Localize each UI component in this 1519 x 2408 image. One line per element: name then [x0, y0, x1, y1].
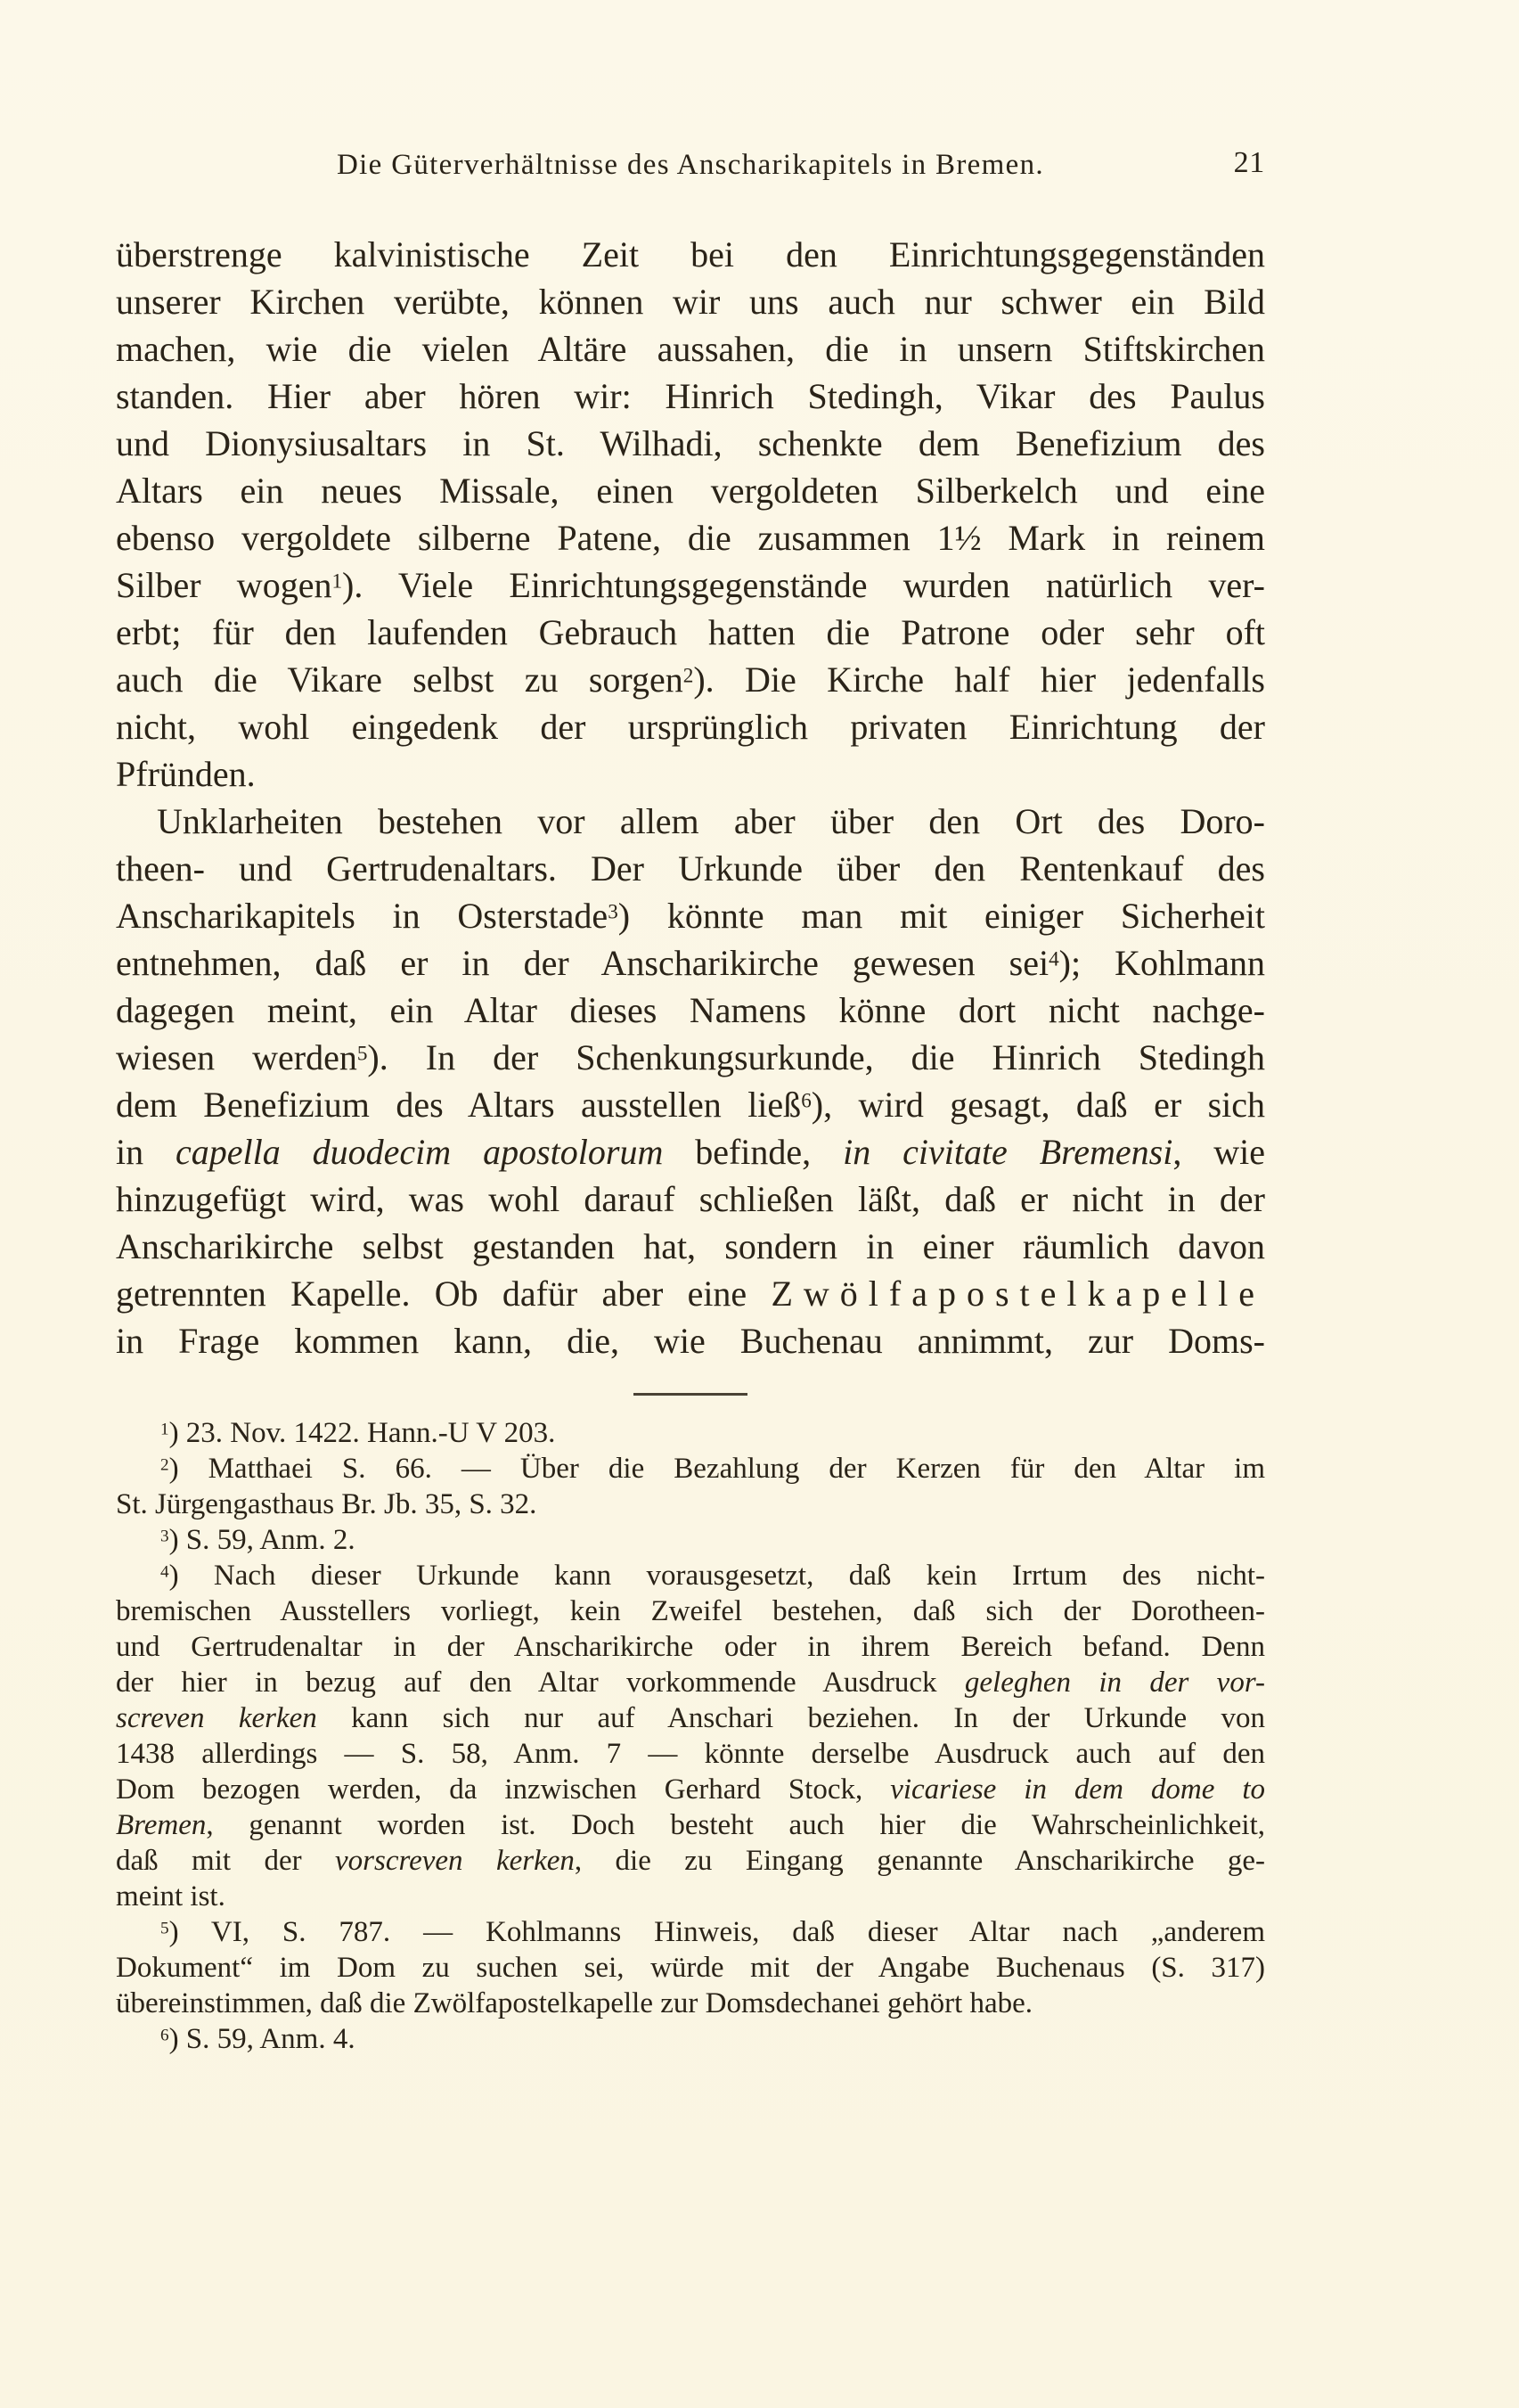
footnote-line: screven kerken kann sich nur auf Anschari beziehen. In der Urkunde von: [116, 1702, 1265, 1734]
footnote-line: bremischen Ausstellers vorliegt, kein Zweifel bestehen, daß sich der Dorotheen-: [116, 1595, 1265, 1627]
text-line: Pfründen.: [116, 754, 256, 794]
page-header: [116, 147, 1265, 183]
footnote-line: der hier in bezug auf den Altar vorkommende Ausdruck geleghen in der vor-: [116, 1667, 1265, 1699]
text-line: hinzugefügt wird, was wohl darauf schließen läßt, daß er nicht in der: [116, 1179, 1265, 1219]
footnote-line: $^4$) Nach dieser Urkunde kann vorausgesetzt, daß kein Irrtum des nicht-: [160, 1560, 1265, 1592]
main-text: [116, 231, 1265, 1364]
footnote-line: Dokument“ im Dom zu suchen sei, würde mit der Angabe Buchenaus (S. 317): [116, 1952, 1265, 1984]
footnote-line: 1438 allerdings — S. 58, Anm. 7 — könnte derselbe Ausdruck auch auf den: [116, 1738, 1265, 1770]
footnote-line: Bremen, genannt worden ist. Doch besteht auch hier die Wahrscheinlichkeit,: [116, 1809, 1265, 1841]
text-line: Altars ein neues Missale, einen vergoldeten Silberkelch und eine: [116, 471, 1265, 511]
text-line: Anscharikapitels in Osterstade$^3$) könnte man mit einiger Sicherheit: [116, 896, 1265, 936]
footnote-line: $^2$) Matthaei S. 66. — Über die Bezahlung der Kerzen für den Altar im: [160, 1453, 1265, 1485]
footnote-line: übereinstimmen, daß die Zwölfapostelkapelle zur Domsdechanei gehört habe.: [116, 1987, 1033, 2019]
text-line: dem Benefizium des Altars ausstellen ließ$^6$), wird gesagt, daß er sich: [116, 1085, 1265, 1125]
page-number: 21: [1233, 146, 1265, 179]
text-line: und Dionysiusaltars in St. Wilhadi, schenkte dem Benefizium des: [116, 423, 1265, 463]
footnote-line: daß mit der vorscreven kerken, die zu Eingang genannte Anscharikirche ge-: [116, 1845, 1266, 1877]
text-line: wiesen werden$^5$). In der Schenkungsurkunde, die Hinrich Stedingh: [116, 1037, 1265, 1077]
text-line: auch die Vikare selbst zu sorgen$^2$). Die Kirche half hier jedenfalls: [116, 659, 1265, 700]
text-line: Silber wogen$^1$). Viele Einrichtungsgegenstände wurden natürlich ver-: [116, 565, 1265, 605]
footnote-line: meint ist.: [116, 1880, 225, 1912]
footnote-line: Dom bezogen werden, da inzwischen Gerhard Stock, vicariese in dem dome to: [116, 1773, 1265, 1806]
text-line: dagegen meint, ein Altar dieses Namens könne dort nicht nachge-: [116, 990, 1265, 1030]
text-line: Anscharikirche selbst gestanden hat, sondern in einer räumlich davon: [116, 1226, 1265, 1266]
text-line: getrennten Kapelle. Ob dafür aber eine Zwölfapostelkapelle: [116, 1274, 1265, 1314]
text-line: in Frage kommen kann, die, wie Buchenau annimmt, zur Doms-: [116, 1321, 1265, 1361]
footnote-line: $^3$) S. 59, Anm. 2.: [160, 1524, 355, 1556]
footnote-line: $^1$) 23. Nov. 1422. Hann.-U V 203.: [160, 1417, 556, 1449]
text-line: machen, wie die vielen Altäre aussahen, die in unsern Stiftskirchen: [116, 329, 1265, 369]
running-header-title: Die Güterverhältnisse des Anscharikapitels in Bremen.: [337, 149, 1044, 181]
text-line: Unklarheiten bestehen vor allem aber über den Ort des Doro-: [157, 801, 1265, 841]
footnote-line: $^6$) S. 59, Anm. 4.: [160, 2023, 355, 2055]
text-line: unserer Kirchen verübte, können wir uns auch nur schwer ein Bild: [116, 282, 1265, 322]
text-line: erbt; für den laufenden Gebrauch hatten die Patrone oder sehr oft: [116, 612, 1265, 652]
footnote-separator-rule: [633, 1393, 747, 1396]
text-line: in capella duodecim apostolorum befinde, in civitate Bremensi, wie: [116, 1132, 1265, 1172]
footnote-line: und Gertrudenaltar in der Anscharikirche oder in ihrem Bereich befand. Denn: [116, 1631, 1265, 1663]
footnote-line: $^5$) VI, S. 787. — Kohlmanns Hinweis, daß dieser Altar nach „anderem: [160, 1916, 1265, 1948]
text-line: theen- und Gertrudenaltars. Der Urkunde über den Rentenkauf des: [116, 848, 1265, 889]
footnote-line: St. Jürgengasthaus Br. Jb. 35, S. 32.: [116, 1488, 537, 1520]
text-line: überstrenge kalvinistische Zeit bei den Einrichtungsgegenständen: [116, 234, 1265, 274]
text-line: nicht, wohl eingedenk der ursprünglich privaten Einrichtung der: [116, 707, 1265, 747]
footnotes: [116, 1415, 1265, 2057]
text-line: entnehmen, daß er in der Anscharikirche gewesen sei$^4$); Kohlmann: [116, 943, 1265, 983]
text-line: ebenso vergoldete silberne Patene, die zusammen 1½ Mark in reinem: [116, 518, 1265, 558]
text-line: standen. Hier aber hören wir: Hinrich Stedingh, Vikar des Paulus: [116, 376, 1265, 416]
